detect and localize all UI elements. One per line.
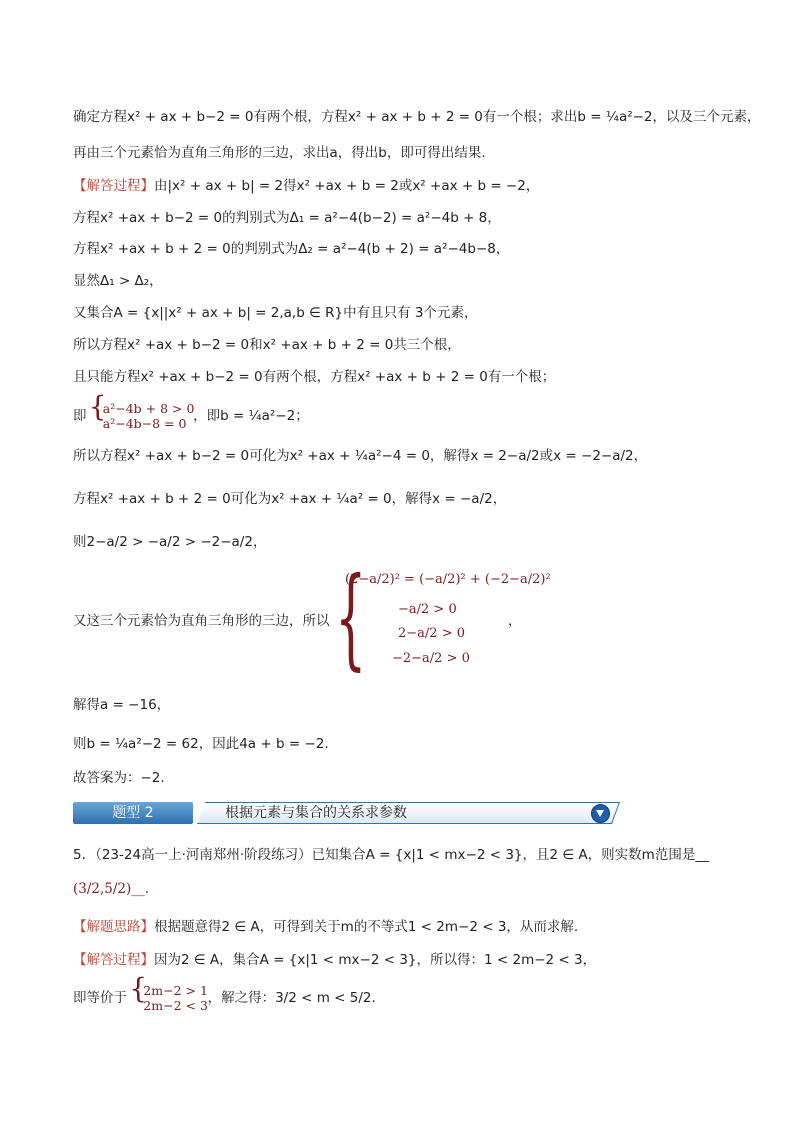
text-line: 又集合A = {x||x² + ax + b| = 2,a,b ∈ R}中有且只有 3个元素， [73, 305, 478, 321]
section-tag: 【解题思路】 [73, 919, 154, 935]
section-tag: 【解答过程】 [73, 952, 154, 968]
text-line: 方程x² +ax + b−2 = 0的判别式为Δ₁ = a²−4(b−2) = a²−4b + 8， [73, 210, 501, 226]
text-line: 显然Δ₁ > Δ₂， [73, 273, 163, 289]
text-line: 且只能方程x² +ax + b−2 = 0有两个根，方程x² +ax + b + 2 = 0有一个根； [73, 369, 556, 385]
section-tag: 【解答过程】 [73, 178, 154, 194]
system-line: a²−4b−8 = 0 [102, 416, 187, 431]
text-line [73, 177, 539, 195]
text-line: 确定方程x² + ax + b−2 = 0有两个根，方程x² + ax + b + 2 = 0有一个根；求出b = ¼a²−2，以及三个元素， [73, 109, 761, 125]
answer-blank: (3/2,5/2)__. [73, 881, 150, 897]
question-text: 5．（23-24高一上·河南郑州·阶段练习）已知集合A = {x|1 < mx−2 < 3}，且2 ∈ A，则实数m范围是__ [73, 847, 709, 863]
system-line: −a/2 > 0 [398, 602, 457, 617]
text-line: 所以方程x² +ax + b−2 = 0和x² +ax + b + 2 = 0共三个根， [73, 337, 461, 353]
system-line: 2m−2 > 1 [143, 983, 208, 998]
equation-system: 即等价于 { 2m−2 > 1 2m−2 < 3 ，解之得：3/2 < m < 5/2. [73, 972, 376, 1013]
text-line: 解得a = −16， [73, 697, 171, 713]
system-line: 2−a/2 > 0 [398, 626, 465, 641]
text-content: 即 [73, 408, 87, 424]
text-line: 再由三个元素恰为直角三角形的三边，求出a，得出b，即可得出结果. [73, 145, 486, 161]
text-line: 故答案为：−2. [73, 770, 165, 786]
system-line: 2m−2 < 3 [143, 998, 208, 1013]
section-title-bar [197, 802, 620, 824]
system-line: −2−a/2 > 0 [392, 651, 470, 666]
text-line: 所以方程x² +ax + b−2 = 0可化为x² +ax + ¼a²−4 = 0，解得x = 2−a/2或x = −2−a/2， [73, 448, 648, 464]
system-line: a²−4b + 8 > 0 [102, 401, 195, 416]
text-content: ，即b = ¼a²−2； [193, 408, 309, 424]
text-line: 则2−a/2 > −a/2 > −2−a/2， [73, 534, 267, 550]
section-label: 题型 2 [73, 802, 193, 824]
text-line [73, 918, 578, 936]
text-content: ， [508, 613, 522, 629]
text-line: 则b = ¼a²−2 = 62，因此4a + b = −2. [73, 736, 329, 752]
system-line: (2−a/2)² = (−a/2)² + (−2−a/2)² [345, 572, 551, 587]
section-header [73, 802, 616, 824]
text-content: ，解之得：3/2 < m < 5/2. [207, 990, 376, 1006]
chevron-down-icon[interactable] [591, 804, 610, 823]
text-line: 方程x² +ax + b + 2 = 0可化为x² +ax + ¼a² = 0，解得x = −a/2， [73, 491, 507, 507]
section-title: 根据元素与集合的关系求参数 [225, 805, 407, 821]
text-line [73, 951, 596, 969]
text-line: 又这三个元素恰为直角三角形的三边，所以 [73, 613, 330, 629]
text-content: 根据题意得2 ∈ A，可得到关于m的不等式1 < 2m−2 < 3，从而求解. [154, 919, 579, 935]
text-content: 因为2 ∈ A，集合A = {x|1 < mx−2 < 3}，所以得：1 < 2m−2 < 3， [154, 952, 597, 968]
text-content: 由|x² + ax + b| = 2得x² +ax + b = 2或x² +ax + b = −2， [154, 178, 540, 194]
text-line: 方程x² +ax + b + 2 = 0的判别式为Δ₂ = a²−4(b + 2) = a²−4b−8， [73, 241, 510, 257]
text-content: 即等价于 [73, 990, 127, 1006]
equation-system: 即 { a²−4b + 8 > 0 a²−4b−8 = 0 ，即b = ¼a²−2； [73, 390, 309, 431]
